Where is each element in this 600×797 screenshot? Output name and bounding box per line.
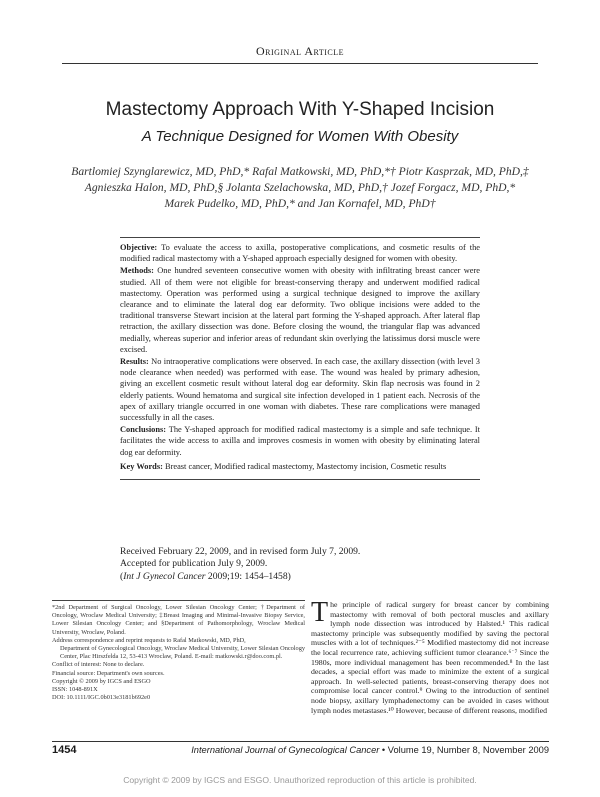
accepted-date: Accepted for publication July 9, 2009. bbox=[120, 558, 268, 570]
keywords-text: Breast cancer, Modified radical mastectomy, Mastectomy incision, Cosmetic results bbox=[162, 461, 447, 471]
journal-issue: • Volume 19, Number 8, November 2009 bbox=[379, 745, 549, 755]
footnotes bbox=[52, 604, 305, 702]
objective-text: To evaluate the access to axilla, postoperative complications, and cosmetic results of the modified radical mastectomy with a Y-shaped approach especially designed for women with obesity. bbox=[120, 243, 480, 264]
objective-label: Objective: bbox=[120, 243, 158, 252]
author-list bbox=[40, 164, 560, 212]
abstract-results bbox=[120, 356, 480, 423]
body-text-column bbox=[311, 597, 549, 715]
issn: ISSN: 1048-891X bbox=[52, 686, 98, 694]
copyright-line: Copyright © 2009 by IGCS and ESGO bbox=[52, 677, 151, 685]
received-date: Received February 22, 2009, and in revised form July 7, 2009. bbox=[120, 546, 361, 557]
abstract-keywords bbox=[120, 461, 480, 472]
abstract-conclusions bbox=[120, 424, 480, 458]
page-number: 1454 bbox=[52, 744, 77, 756]
journal-name: International Journal of Gynecological Cancer bbox=[191, 745, 380, 755]
affiliations: *2nd Department of Surgical Oncology, Lower Silesian Oncology Center; †Department of Oncology, Wroclaw Medical University; ‡Breast Imaging and Minimal-Invasive Biopsy Service, Lower Silesian Oncology Center; and §Department of Pathomorphology, Wroclaw Medical University, Wroclaw, Poland. bbox=[52, 604, 305, 636]
citation: (Int J Gynecol Cancer 2009;19: 1454–1458) bbox=[120, 570, 291, 582]
publication-dates bbox=[120, 546, 480, 583]
conclusions-text: The Y-shaped approach for modified radical mastectomy is a simple and safe technique. It facilitates the wide access to axilla and improves cosmesis in women with obesity by eliminating lateral dog ear deformity. bbox=[120, 425, 480, 457]
results-label: Results: bbox=[120, 357, 149, 367]
abstract-methods bbox=[120, 265, 480, 355]
doi: DOI: 10.1111/IGC.0b013e3181b692e0 bbox=[52, 694, 151, 702]
article-title: Mastectomy Approach With Y-Shaped Incision bbox=[105, 99, 495, 120]
authors-line: Agnieszka Halon, MD, PhD,§ Jolanta Szelachowska, MD, PhD,† Jozef Forgacz, MD, PhD,* bbox=[84, 181, 516, 194]
results-text: No intraoperative complications were observed. In each case, the axillary dissection (with level 3 node clearance when needed) was performed with ease. The wound was healed by primary adhesion, giving an excellent cosmetic result without lateral dog ear deformity. Skin flap necrosis was found in 2 elderly patients. Wound hematoma and surgical site infection developed in 1 patient each. Necrosis of the apex of axillary triangle occurred in one woman with diabetes. These rare complications were managed successfully in all the cases. bbox=[120, 357, 480, 423]
body-paragraph: he principle of radical surgery for breast cancer by combining mastectomy with removal of both pectoral muscles and axillary lymph node dissection was introduced by Halsted.¹ This radical mastectomy principle was subsequently modified by saving the pectoral muscles with a lot of techniques.²⁻⁵ Modified mastectomy did not increase the local recurrence rate, achieving sufficient tumor clearance.⁶˙⁷ Since the 1980s, more individual management has been recommended.⁸ In the last decades, a special effort was made to minimize the extent of a surgical approach. In well-selected patients, breast-conserving therapy does not compromise local cancer control.⁹ Owing to the introduction of sentinel node biopsy, axillary lymphadenectomy can be avoided in cases without lymph nodes metastases.¹⁰ However, because of different reasons, modified bbox=[311, 600, 549, 715]
authors-line: Marek Pudelko, MD, PhD,* and Jan Kornafel, MD, PhD† bbox=[164, 197, 436, 210]
methods-label: Methods: bbox=[120, 266, 154, 276]
copyright-notice: Copyright © 2009 by IGCS and ESGO. Unauthorized reproduction of this article is prohibited. bbox=[123, 775, 477, 785]
methods-text: One hundred seventeen consecutive women with obesity with infiltrating breast cancer were studied. All of them were not eligible for breast-conserving therapy and underwent modified radical mastectomy. Operation was performed using a surgical technique designed to improve the axillary clearance and to eliminate the lateral dog ear deformity. Two oblique incisions were added to the traditional transverse Stewart incision at the lateral part forming the Y-shaped approach. After lateral flap retraction, the axillary dissection was done. Before closing the wound, the triangular flap was advanced medially, whereas superior and inferior areas of redundant skin overlying the latissimus dorsi muscle were excised. bbox=[120, 266, 480, 354]
citation-rest: 2009;19: 1454–1458) bbox=[205, 570, 291, 582]
authors-line: Bartlomiej Szynglarewicz, MD, PhD,* Rafal Matkowski, MD, PhD,*† Piotr Kasprzak, MD, PhD,‡ bbox=[71, 165, 529, 178]
correspondence-address: Department of Gynecological Oncology, Wroclaw Medical University, Lower Silesian Oncology Center, Plac Hirszfelda 12, 53-413 Wroclaw, Poland. E-mail: matkowski.r@doo.com.pl. bbox=[60, 645, 305, 661]
drop-cap: T bbox=[311, 597, 329, 628]
financial-source: Financial source: Department's own sources. bbox=[52, 669, 165, 677]
keywords-label: Key Words: bbox=[120, 461, 163, 471]
conclusions-label: Conclusions: bbox=[120, 425, 167, 435]
footnote-rule bbox=[52, 600, 305, 601]
section-label: Original Article bbox=[255, 44, 345, 58]
abstract-box bbox=[120, 237, 480, 480]
conflict-statement: Conflict of interest: None to declare. bbox=[52, 661, 145, 669]
journal-footer bbox=[191, 745, 549, 755]
correspondence-lead: Address correspondence and reprint requests to Rafal Matkowski, MD, PhD, bbox=[52, 636, 246, 644]
footer-rule bbox=[52, 741, 549, 742]
article-subtitle: A Technique Designed for Women With Obesity bbox=[141, 128, 459, 145]
header-rule bbox=[62, 63, 538, 64]
abstract-objective bbox=[120, 242, 480, 264]
citation-journal: Int J Gynecol Cancer bbox=[123, 570, 206, 582]
